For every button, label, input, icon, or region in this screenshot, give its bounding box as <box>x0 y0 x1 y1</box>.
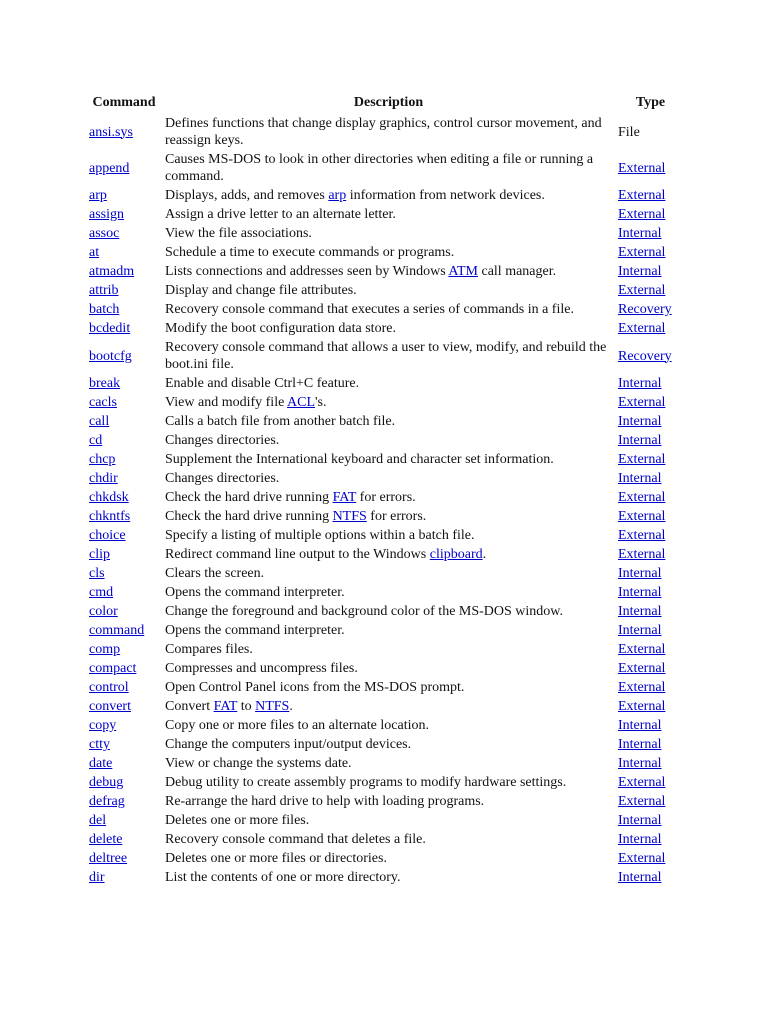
command-cell <box>86 640 162 659</box>
description-text: for errors. <box>366 509 427 524</box>
description-link[interactable]: NTFS <box>255 699 290 714</box>
type-cell <box>615 205 686 224</box>
command-cell <box>86 300 162 319</box>
column-header-description: Description <box>353 95 424 110</box>
description-text: Opens the command interpreter. <box>165 623 345 638</box>
column-header-type: Type <box>635 95 666 110</box>
table-row <box>86 281 686 300</box>
table-row <box>86 205 686 224</box>
description-cell <box>162 659 615 678</box>
description-text: Debug utility to create assembly programs to modify hardware settings. <box>165 775 567 790</box>
type-cell <box>615 374 686 393</box>
table-row <box>86 300 686 319</box>
table-row <box>86 393 686 412</box>
type-cell <box>615 697 686 716</box>
command-link[interactable]: cd <box>89 433 103 448</box>
command-link[interactable]: ansi.sys <box>89 124 133 140</box>
command-cell <box>86 262 162 281</box>
type-link[interactable]: External <box>618 245 666 260</box>
type-cell <box>615 659 686 678</box>
type-cell <box>615 243 686 262</box>
description-text: Redirect command line output to the Windows <box>165 547 430 562</box>
description-cell <box>162 469 615 488</box>
description-text: Changes directories. <box>165 471 280 486</box>
description-text: Schedule a time to execute commands or programs. <box>165 245 455 260</box>
table-row <box>86 830 686 849</box>
command-link[interactable]: call <box>89 414 110 429</box>
type-link[interactable]: External <box>618 395 666 410</box>
type-link[interactable]: Internal <box>618 414 662 429</box>
description-cell <box>162 564 615 583</box>
type-link[interactable]: Internal <box>618 566 662 581</box>
command-link[interactable]: assign <box>89 207 124 222</box>
type-cell <box>615 224 686 243</box>
command-cell <box>86 659 162 678</box>
table-row <box>86 659 686 678</box>
table-row <box>86 621 686 640</box>
description-text: Display and change file attributes. <box>165 283 357 298</box>
command-link[interactable]: assoc <box>89 226 120 241</box>
column-header-command: Command <box>92 95 156 110</box>
description-link[interactable]: NTFS <box>332 509 367 524</box>
description-link[interactable]: FAT <box>213 699 238 714</box>
type-link[interactable]: External <box>618 642 666 657</box>
description-text: Clears the screen. <box>165 566 265 581</box>
command-cell <box>86 338 162 374</box>
type-cell <box>615 281 686 300</box>
table-row <box>86 602 686 621</box>
command-cell <box>86 243 162 262</box>
type-cell <box>615 545 686 564</box>
table-row <box>86 243 686 262</box>
type-link[interactable]: Internal <box>618 718 662 733</box>
description-text: Supplement the International keyboard and character set information. <box>165 452 554 467</box>
description-cell <box>162 849 615 868</box>
type-link[interactable]: External <box>618 160 666 176</box>
description-cell <box>162 678 615 697</box>
description-cell <box>162 697 615 716</box>
command-cell <box>86 792 162 811</box>
table-row <box>86 526 686 545</box>
description-cell <box>162 602 615 621</box>
description-text: . <box>289 699 293 714</box>
command-cell <box>86 621 162 640</box>
description-text: List the contents of one or more directory. <box>165 870 401 885</box>
table-row <box>86 564 686 583</box>
command-link[interactable]: bootcfg <box>89 348 132 364</box>
type-link[interactable]: Internal <box>618 756 662 771</box>
table-row <box>86 150 686 186</box>
description-link[interactable]: ACL <box>287 395 316 410</box>
description-text: Opens the command interpreter. <box>165 585 345 600</box>
command-link[interactable]: date <box>89 756 113 771</box>
command-link[interactable]: control <box>89 680 129 695</box>
description-text: Assign a drive letter to an alternate letter. <box>165 207 396 222</box>
description-text: call manager. <box>477 264 557 279</box>
table-row <box>86 773 686 792</box>
description-text: View and modify file <box>165 395 288 410</box>
description-cell <box>162 412 615 431</box>
description-cell <box>162 488 615 507</box>
type-cell <box>615 716 686 735</box>
description-text: for errors. <box>356 490 416 505</box>
description-text: Check the hard drive running <box>165 490 333 505</box>
description-text: Change the foreground and background color of the MS-DOS window. <box>165 604 564 619</box>
table-row <box>86 319 686 338</box>
commands-table-body <box>86 114 686 887</box>
command-cell <box>86 716 162 735</box>
description-text: Enable and disable Ctrl+C feature. <box>165 376 360 391</box>
command-cell <box>86 735 162 754</box>
command-link[interactable]: command <box>89 623 145 638</box>
description-cell <box>162 868 615 887</box>
description-cell <box>162 186 615 205</box>
description-cell <box>162 792 615 811</box>
command-link[interactable]: cacls <box>89 395 117 410</box>
type-cell <box>615 450 686 469</box>
command-cell <box>86 868 162 887</box>
command-cell <box>86 697 162 716</box>
type-cell <box>615 412 686 431</box>
type-link[interactable]: External <box>618 207 666 222</box>
type-link[interactable]: Internal <box>618 585 662 600</box>
command-cell <box>86 545 162 564</box>
command-cell <box>86 224 162 243</box>
description-text: Recovery console command that executes a series of commands in a file. <box>165 302 574 317</box>
description-text: Deletes one or more files or directories. <box>165 851 387 866</box>
description-cell <box>162 735 615 754</box>
command-link[interactable]: append <box>89 160 130 176</box>
type-cell <box>615 150 686 186</box>
description-text: Check the hard drive running <box>165 509 333 524</box>
description-text: Copy one or more files to an alternate location. <box>165 718 429 733</box>
type-cell <box>615 754 686 773</box>
type-cell <box>615 735 686 754</box>
command-cell <box>86 186 162 205</box>
type-cell <box>615 849 686 868</box>
command-cell <box>86 678 162 697</box>
description-text: Change the computers input/output devices. <box>165 737 412 752</box>
description-cell <box>162 583 615 602</box>
type-link[interactable]: Internal <box>618 433 662 448</box>
command-cell <box>86 281 162 300</box>
commands-table <box>86 92 686 887</box>
type-link[interactable]: External <box>618 699 666 714</box>
type-link[interactable]: External <box>618 775 666 790</box>
description-cell <box>162 243 615 262</box>
command-cell <box>86 469 162 488</box>
type-cell <box>615 507 686 526</box>
command-cell <box>86 150 162 186</box>
description-cell <box>162 621 615 640</box>
type-link[interactable]: External <box>618 283 666 298</box>
command-link[interactable]: compact <box>89 661 137 676</box>
command-link[interactable]: batch <box>89 302 120 317</box>
command-cell <box>86 450 162 469</box>
table-row <box>86 678 686 697</box>
command-link[interactable]: clip <box>89 547 110 562</box>
description-link[interactable]: arp <box>328 188 347 203</box>
description-cell <box>162 773 615 792</box>
command-cell <box>86 114 162 150</box>
command-link[interactable]: cls <box>89 566 105 581</box>
description-text: Convert <box>165 699 214 714</box>
command-link[interactable]: choice <box>89 528 126 543</box>
type-cell <box>615 773 686 792</box>
description-cell <box>162 319 615 338</box>
table-row <box>86 450 686 469</box>
type-link[interactable]: External <box>618 851 666 866</box>
description-cell <box>162 507 615 526</box>
description-text: Displays, adds, and removes <box>165 188 329 203</box>
type-cell <box>615 811 686 830</box>
command-cell <box>86 319 162 338</box>
command-cell <box>86 830 162 849</box>
type-cell <box>615 564 686 583</box>
command-link[interactable]: break <box>89 376 121 391</box>
command-cell <box>86 412 162 431</box>
description-text: 's. <box>315 395 327 410</box>
type-cell <box>615 319 686 338</box>
command-link[interactable]: bcdedit <box>89 321 131 336</box>
table-row <box>86 697 686 716</box>
description-text: Compares files. <box>165 642 253 657</box>
description-cell <box>162 150 615 186</box>
description-text: to <box>237 699 256 714</box>
command-cell <box>86 564 162 583</box>
command-link[interactable]: chkntfs <box>89 509 131 524</box>
description-cell <box>162 830 615 849</box>
type-cell <box>615 583 686 602</box>
description-text: Open Control Panel icons from the MS-DOS prompt. <box>165 680 465 695</box>
description-text: Deletes one or more files. <box>165 813 310 828</box>
type-link[interactable]: Internal <box>618 813 662 828</box>
table-row <box>86 374 686 393</box>
type-cell <box>615 114 686 150</box>
command-link[interactable]: comp <box>89 642 121 657</box>
description-cell <box>162 640 615 659</box>
table-row <box>86 754 686 773</box>
table-row <box>86 186 686 205</box>
table-row <box>86 716 686 735</box>
type-cell <box>615 393 686 412</box>
command-cell <box>86 205 162 224</box>
description-cell <box>162 338 615 374</box>
description-text: View or change the systems date. <box>165 756 352 771</box>
description-text: View the file associations. <box>165 226 312 241</box>
type-text: File <box>618 124 640 140</box>
table-row <box>86 640 686 659</box>
command-link[interactable]: arp <box>89 188 107 203</box>
command-cell <box>86 811 162 830</box>
description-cell <box>162 545 615 564</box>
type-link[interactable]: External <box>618 547 666 562</box>
description-text: information from network devices. <box>346 188 545 203</box>
type-cell <box>615 186 686 205</box>
type-cell <box>615 431 686 450</box>
description-cell <box>162 431 615 450</box>
description-cell <box>162 374 615 393</box>
type-cell <box>615 262 686 281</box>
type-link[interactable]: Internal <box>618 737 662 752</box>
type-cell <box>615 602 686 621</box>
description-cell <box>162 262 615 281</box>
type-cell <box>615 526 686 545</box>
type-link[interactable]: External <box>618 794 666 809</box>
command-link[interactable]: atmadm <box>89 264 135 279</box>
description-text: Recovery console command that deletes a file. <box>165 832 426 847</box>
type-link[interactable]: External <box>618 661 666 676</box>
type-cell <box>615 300 686 319</box>
type-link[interactable]: Internal <box>618 376 662 391</box>
command-link[interactable]: del <box>89 813 107 828</box>
command-link[interactable]: debug <box>89 775 124 790</box>
description-cell <box>162 393 615 412</box>
command-link[interactable]: ctty <box>89 737 110 752</box>
description-cell <box>162 450 615 469</box>
table-row <box>86 412 686 431</box>
table-row <box>86 545 686 564</box>
command-link[interactable]: deltree <box>89 851 128 866</box>
table-row <box>86 469 686 488</box>
table-row <box>86 792 686 811</box>
description-cell <box>162 811 615 830</box>
description-text: Modify the boot configuration data store. <box>165 321 396 336</box>
type-link[interactable]: Internal <box>618 604 662 619</box>
command-cell <box>86 374 162 393</box>
description-text: Lists connections and addresses seen by Windows <box>165 264 449 279</box>
type-link[interactable]: Internal <box>618 623 662 638</box>
command-link[interactable]: defrag <box>89 794 125 809</box>
type-link[interactable]: External <box>618 321 666 336</box>
type-link[interactable]: External <box>618 490 666 505</box>
command-cell <box>86 583 162 602</box>
table-row <box>86 262 686 281</box>
table-row <box>86 583 686 602</box>
description-cell <box>162 716 615 735</box>
type-cell <box>615 640 686 659</box>
table-row <box>86 849 686 868</box>
type-cell <box>615 678 686 697</box>
table-row <box>86 431 686 450</box>
description-text: Changes directories. <box>165 433 280 448</box>
table-row <box>86 338 686 374</box>
command-link[interactable]: convert <box>89 699 131 714</box>
type-cell <box>615 830 686 849</box>
description-link[interactable]: ATM <box>448 264 478 279</box>
type-link[interactable]: External <box>618 528 666 543</box>
description-text: . <box>482 547 487 562</box>
command-link[interactable]: chdir <box>89 471 118 486</box>
description-cell <box>162 114 615 150</box>
type-link[interactable]: Recovery <box>618 302 672 317</box>
table-row <box>86 735 686 754</box>
description-text: Recovery console command that allows a user to view, modify, and rebuild the boot.ini file. <box>165 340 607 372</box>
description-link[interactable]: FAT <box>332 490 357 505</box>
table-header-row <box>86 92 686 114</box>
command-cell <box>86 431 162 450</box>
command-cell <box>86 602 162 621</box>
description-cell <box>162 205 615 224</box>
table-row <box>86 868 686 887</box>
description-cell <box>162 526 615 545</box>
type-link[interactable]: Internal <box>618 471 662 486</box>
type-cell <box>615 469 686 488</box>
command-cell <box>86 507 162 526</box>
command-cell <box>86 849 162 868</box>
type-link[interactable]: External <box>618 680 666 695</box>
description-cell <box>162 281 615 300</box>
table-row <box>86 114 686 150</box>
command-link[interactable]: chcp <box>89 452 116 467</box>
type-link[interactable]: External <box>618 452 666 467</box>
description-text: Compresses and uncompress files. <box>165 661 358 676</box>
type-cell <box>615 792 686 811</box>
description-cell <box>162 224 615 243</box>
command-cell <box>86 393 162 412</box>
description-text: Calls a batch file from another batch file. <box>165 414 396 429</box>
table-row <box>86 507 686 526</box>
table-row <box>86 811 686 830</box>
description-text: Causes MS-DOS to look in other directories when editing a file or running a command. <box>165 152 594 184</box>
type-link[interactable]: Internal <box>618 226 662 241</box>
type-link[interactable]: Recovery <box>618 348 672 364</box>
table-row <box>86 224 686 243</box>
type-cell <box>615 488 686 507</box>
command-link[interactable]: copy <box>89 718 117 733</box>
type-link[interactable]: External <box>618 509 666 524</box>
command-link[interactable]: attrib <box>89 283 119 298</box>
command-cell <box>86 488 162 507</box>
description-link[interactable]: clipboard <box>429 547 483 562</box>
type-link[interactable]: Internal <box>618 832 662 847</box>
command-cell <box>86 754 162 773</box>
type-cell <box>615 868 686 887</box>
table-row <box>86 488 686 507</box>
command-cell <box>86 526 162 545</box>
type-link[interactable]: Internal <box>618 870 662 885</box>
command-link[interactable]: cmd <box>89 585 114 600</box>
type-link[interactable]: External <box>618 188 666 203</box>
description-text: Defines functions that change display graphics, control cursor movement, and reassign keys. <box>165 116 602 148</box>
command-link[interactable]: at <box>89 245 100 260</box>
type-cell <box>615 338 686 374</box>
description-cell <box>162 754 615 773</box>
commands-page <box>86 92 686 887</box>
command-cell <box>86 773 162 792</box>
type-link[interactable]: Internal <box>618 264 662 279</box>
description-text: Specify a listing of multiple options within a batch file. <box>165 528 475 543</box>
command-link[interactable]: delete <box>89 832 123 847</box>
description-cell <box>162 300 615 319</box>
command-link[interactable]: color <box>89 604 118 619</box>
type-cell <box>615 621 686 640</box>
command-link[interactable]: chkdsk <box>89 490 129 505</box>
command-link[interactable]: dir <box>89 870 105 885</box>
description-text: Re-arrange the hard drive to help with loading programs. <box>165 794 485 809</box>
